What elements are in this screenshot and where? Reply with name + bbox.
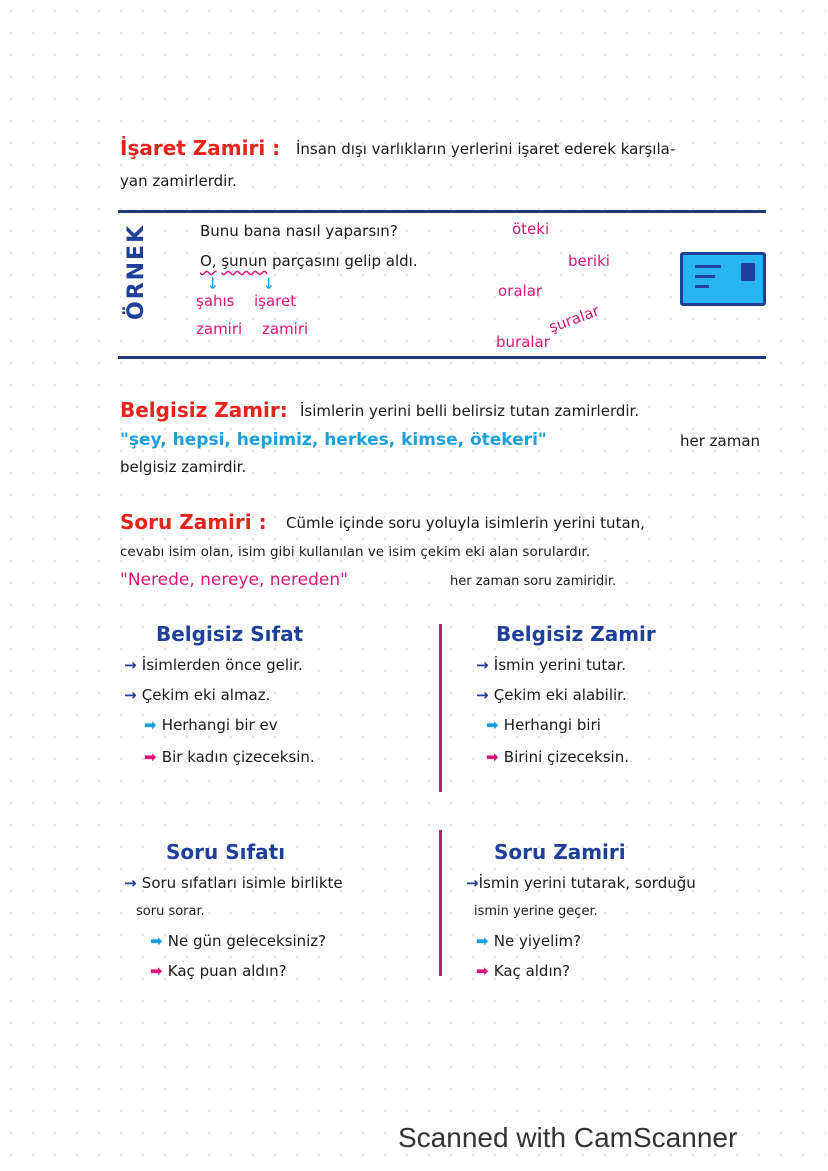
right-example: ➡ Ne yiyelim?	[476, 932, 582, 950]
word-beriki: beriki	[568, 252, 610, 270]
left-example: ➡ Kaç puan aldın?	[150, 962, 287, 980]
camscanner-watermark: Scanned with CamScanner	[398, 1122, 738, 1153]
right-example: ➡ Kaç aldın?	[476, 962, 571, 980]
belgisiz-zamir-title: Belgisiz Zamir	[496, 622, 656, 646]
right-point: → Çekim eki alabilir.	[476, 686, 627, 704]
left-point: → İsimlerden önce gelir.	[124, 656, 303, 674]
belgisiz-sifat-title: Belgisiz Sıfat	[156, 622, 304, 646]
column-divider	[439, 624, 442, 792]
left-point: → Soru sıfatları isimle birlikte	[124, 874, 343, 892]
column-divider	[439, 830, 442, 976]
word-oralar: oralar	[498, 282, 543, 300]
word-suralar: şuralar	[546, 301, 602, 337]
belgisiz-after-list: her zaman	[680, 432, 761, 450]
isaret-definition-1: İnsan dışı varlıkların yerlerini işaret ederek karşıla-	[296, 140, 676, 158]
divider-bottom	[118, 356, 766, 359]
left-example: ➡ Herhangi bir ev	[144, 716, 278, 734]
word-oteki: öteki	[512, 220, 550, 238]
soru-list: "Nerede, nereye, nereden"	[120, 570, 348, 590]
belgisiz-definition: İsimlerin yerini belli belirsiz tutan zamirlerdir.	[300, 402, 640, 420]
arrow-down-icon: ↓	[262, 274, 276, 293]
example-2	[200, 252, 418, 270]
divider-top	[118, 210, 766, 213]
left-example: ➡ Ne gün geleceksiniz?	[150, 932, 327, 950]
right-point: → İsmin yerini tutar.	[476, 656, 626, 674]
soru-zamiri-title: Soru Zamiri	[494, 840, 626, 864]
arrow-down-icon: ↓	[206, 274, 220, 293]
right-point-2: ismin yerine geçer.	[474, 904, 598, 919]
soru-definition-2: cevabı isim olan, isim gibi kullanılan ve isim çekim eki alan sorulardır.	[120, 544, 591, 560]
label-isaret-2: zamiri	[262, 320, 309, 338]
example-2-rest: parçasını gelip aldı.	[271, 252, 418, 270]
isaret-title: İşaret Zamiri :	[120, 136, 281, 160]
soru-title: Soru Zamiri :	[120, 510, 267, 534]
right-point: →İsmin yerini tutarak, sorduğu	[466, 874, 696, 892]
left-example: ➡ Bir kadın çizeceksin.	[144, 748, 315, 766]
ornek-label: ÖRNEK	[124, 223, 149, 320]
isaret-definition-2: yan zamirlerdir.	[120, 172, 237, 190]
soru-sifati-title: Soru Sıfatı	[166, 840, 286, 864]
label-isaret: işaret	[254, 292, 297, 310]
soru-definition-1: Cümle içinde soru yoluyla isimlerin yerini tutan,	[286, 514, 645, 532]
postcard-icon	[680, 252, 766, 306]
example-2-o: O,	[200, 252, 217, 270]
soru-after-list: her zaman soru zamiridir.	[450, 574, 617, 589]
label-sahis-2: zamiri	[196, 320, 243, 338]
example-2-sunun: şunun	[221, 252, 268, 270]
right-example: ➡ Herhangi biri	[486, 716, 601, 734]
belgisiz-title: Belgisiz Zamir:	[120, 398, 288, 422]
belgisiz-list: "şey, hepsi, hepimiz, herkes, kimse, ötekeri"	[120, 430, 547, 450]
right-example: ➡ Birini çizeceksin.	[486, 748, 629, 766]
belgisiz-line3: belgisiz zamirdir.	[120, 458, 247, 476]
label-sahis: şahıs	[196, 292, 235, 310]
left-point-2: soru sorar.	[136, 904, 205, 919]
word-buralar: buralar	[496, 333, 550, 351]
example-1: Bunu bana nasıl yaparsın?	[200, 222, 398, 240]
left-point: → Çekim eki almaz.	[124, 686, 271, 704]
